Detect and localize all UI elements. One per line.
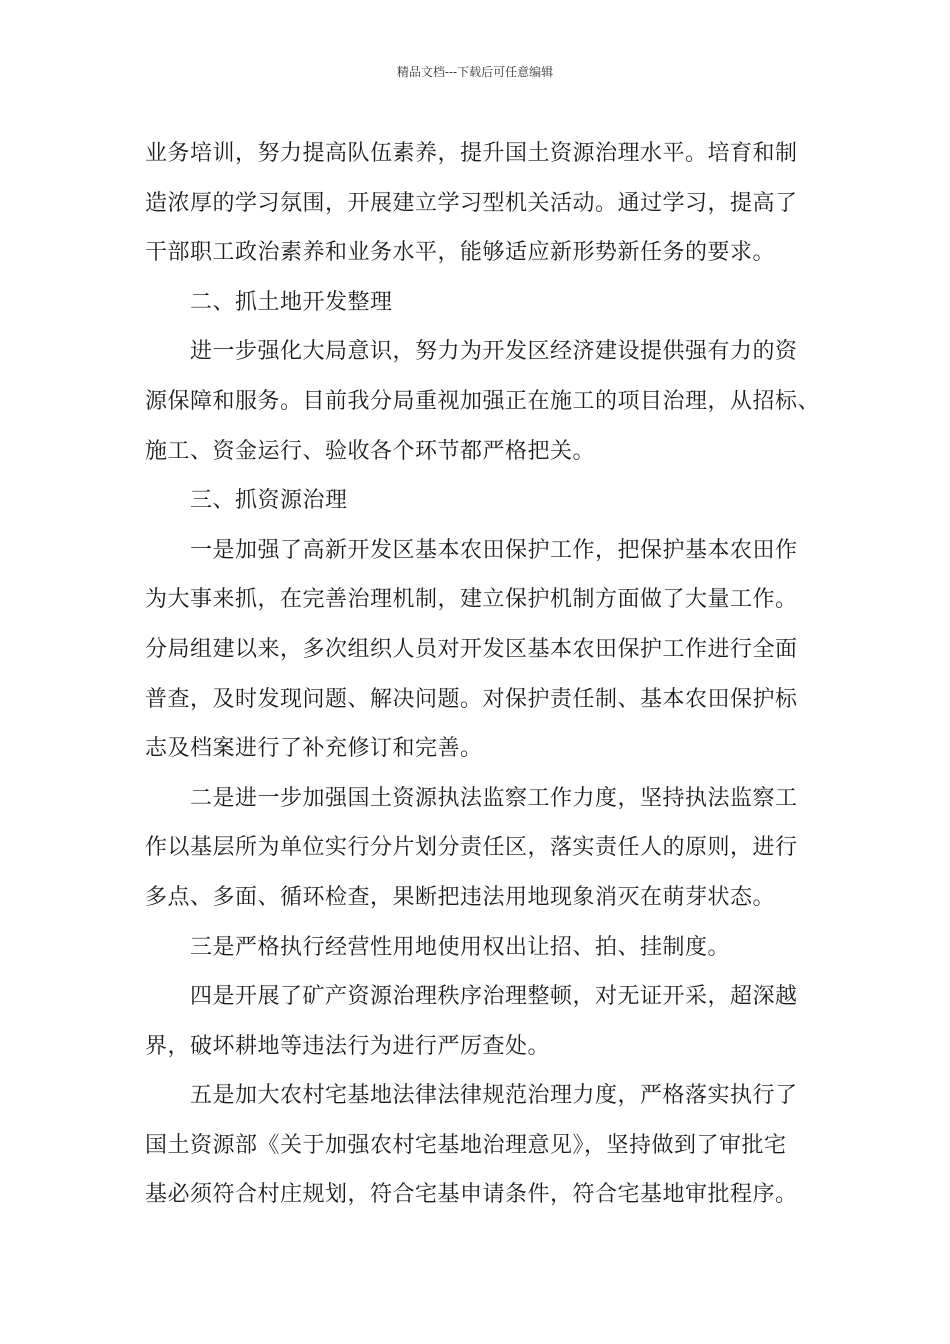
body-line: 国土资源部《关于加强农村宅基地治理意见》，坚持做到了审批宅 (145, 1132, 787, 1158)
body-line: 多点、多面、循环检查，果断把违法用地现象消灭在萌芽状态。 (145, 884, 776, 910)
body-line: 干部职工政治素养和业务水平，能够适应新形势新任务的要求。 (145, 240, 776, 266)
paragraph-start: 二是进一步加强国土资源执法监察工作力度，坚持执法监察工 (190, 785, 798, 811)
section-heading: 二、抓土地开发整理 (190, 289, 393, 315)
page-header: 精品文档---下载后可任意编辑 (396, 65, 554, 79)
document-body (145, 129, 821, 1220)
body-line: 业务培训，努力提高队伍素养，提升国土资源治理水平。培育和制 (145, 141, 798, 166)
paragraph-start: 三是严格执行经营性用地使用权出让招、拍、挂制度。 (190, 934, 731, 960)
body-line: 志及档案进行了补充修订和完善。 (145, 736, 483, 762)
paragraph-start: 进一步强化大局意识，努力为开发区经济建设提供强有力的资 (190, 339, 798, 365)
section-heading: 三、抓资源治理 (190, 488, 348, 514)
body-line: 界，破坏耕地等违法行为进行严厉查处。 (145, 1033, 551, 1059)
body-line: 分局组建以来，多次组织人员对开发区基本农田保护工作进行全面 (145, 636, 798, 662)
paragraph-start: 五是加大农村宅基地法律法律规范治理力度，严格落实执行了 (190, 1083, 798, 1109)
body-line: 为大事来抓，在完善治理机制，建立保护机制方面做了大量工作。 (145, 587, 798, 613)
body-line: 作以基层所为单位实行分片划分责任区，落实责任人的原则，进行 (145, 835, 798, 861)
body-line: 施工、资金运行、验收各个环节都严格把关。 (145, 438, 596, 464)
paragraph-start: 四是开展了矿产资源治理秩序治理整顿，对无证开采，超深越 (190, 984, 798, 1010)
body-line: 基必须符合村庄规划，符合宅基申请条件，符合宅基地审批程序。 (145, 1182, 798, 1208)
body-line: 源保障和服务。目前我分局重视加强正在施工的项目治理，从招标、 (145, 388, 821, 414)
paragraph-start: 一是加强了高新开发区基本农田保护工作，把保护基本农田作 (190, 537, 798, 563)
body-line: 造浓厚的学习氛围，开展建立学习型机关活动。通过学习，提高了 (145, 190, 798, 216)
body-line: 普查，及时发现问题、解决问题。对保护责任制、基本农田保护标 (145, 686, 798, 712)
